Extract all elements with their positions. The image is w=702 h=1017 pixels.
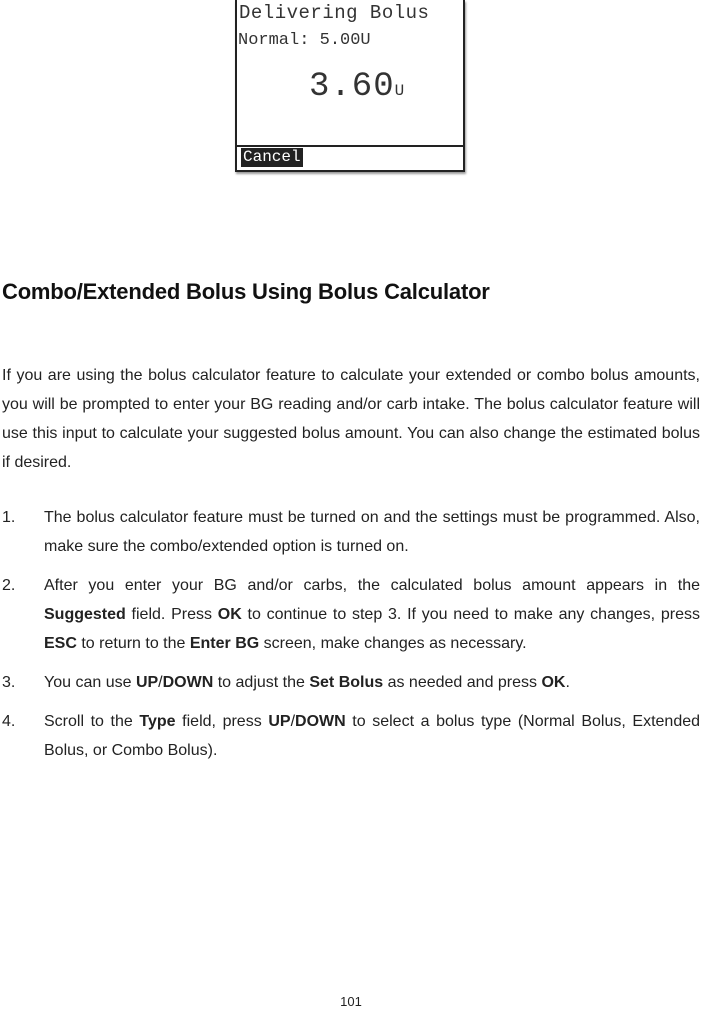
steps-list bbox=[0, 503, 700, 775]
screen-delivered-amount bbox=[309, 68, 404, 106]
ui-term: DOWN bbox=[295, 713, 346, 730]
page-number: 101 bbox=[340, 994, 362, 1009]
screen-title: Delivering Bolus bbox=[239, 2, 430, 24]
screen-cancel-softkey: Cancel bbox=[243, 148, 301, 166]
screen-amount-unit: U bbox=[394, 82, 405, 100]
ui-term: UP bbox=[135, 674, 159, 691]
intro-paragraph: If you are using the bolus calculator feature to calculate your extended or combo bolus amounts, you will be prompted to enter your BG reading and/or carb intake. The bolus calculator feature will use this input to calculate your suggested bolus amount. You can also change the estimated bolus if desired. bbox=[2, 367, 700, 471]
pump-screen-figure bbox=[235, 0, 465, 172]
list-item bbox=[0, 503, 700, 561]
screen-divider bbox=[237, 145, 463, 147]
step-text: After you enter your BG and/or carbs, the calculated bolus amount appears in the Suggested field. Press OK to continue to step 3. If you need to make any changes, press ESC to return to the Enter BG screen, make changes as necessary. bbox=[44, 577, 700, 652]
ui-term: Enter BG bbox=[189, 635, 260, 652]
ui-term: DOWN bbox=[162, 674, 214, 691]
step-number: 2. bbox=[2, 577, 16, 594]
ui-term: Type bbox=[139, 713, 176, 730]
list-item bbox=[0, 668, 700, 697]
section-heading: Combo/Extended Bolus Using Bolus Calculator bbox=[2, 279, 490, 304]
ui-term: OK bbox=[541, 674, 566, 691]
list-item bbox=[0, 707, 700, 765]
ui-term: Set Bolus bbox=[309, 674, 384, 691]
ui-term: Suggested bbox=[44, 606, 126, 623]
step-number: 3. bbox=[2, 674, 16, 691]
step-number: 1. bbox=[2, 509, 16, 526]
list-item bbox=[0, 571, 700, 658]
ui-term: OK bbox=[217, 606, 242, 623]
step-text: The bolus calculator feature must be turned on and the settings must be programmed. Also, make sure the combo/extended option is turned on. bbox=[44, 509, 700, 555]
step-number: 4. bbox=[2, 713, 16, 730]
ui-term: UP bbox=[268, 713, 291, 730]
screen-amount-value: 3.60 bbox=[309, 68, 395, 106]
step-text: Scroll to the Type field, press UP/DOWN to select a bolus type (Normal Bolus, Extended Bolus, or Combo Bolus). bbox=[44, 713, 701, 759]
step-text: You can use UP/DOWN to adjust the Set Bolus as needed and press OK. bbox=[44, 674, 570, 691]
screen-normal-amount: Normal: 5.00U bbox=[238, 31, 371, 50]
ui-term: ESC bbox=[44, 635, 77, 652]
